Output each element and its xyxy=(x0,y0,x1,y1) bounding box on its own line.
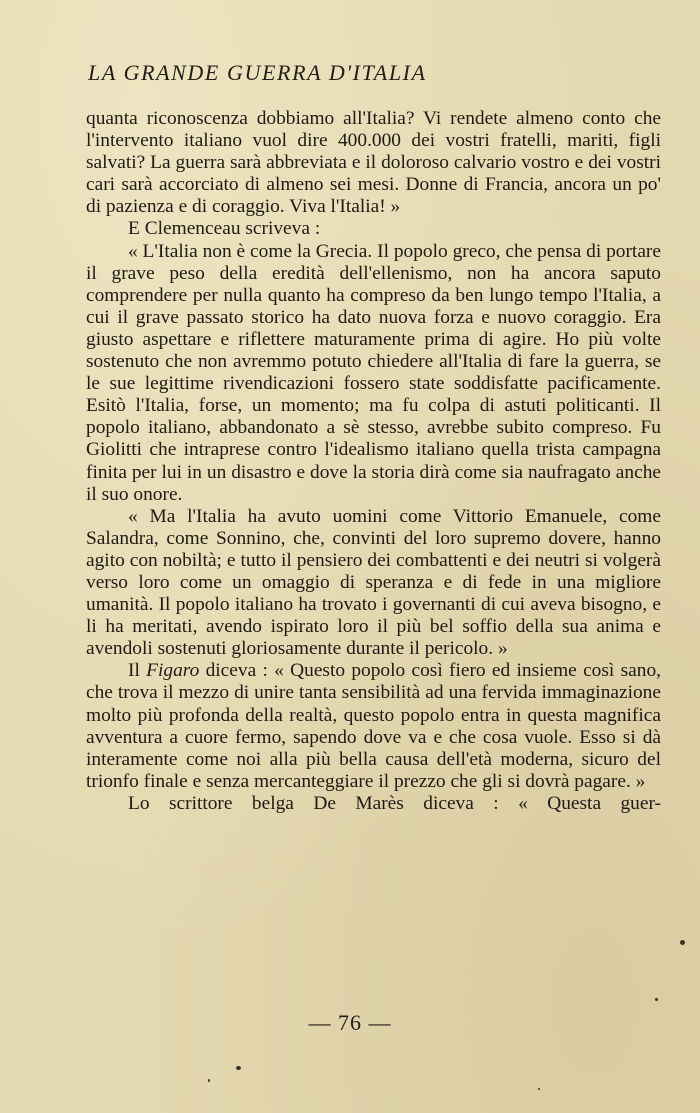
ink-speck xyxy=(208,1079,210,1082)
italic-title: Figaro xyxy=(146,660,200,682)
ink-speck xyxy=(538,1088,540,1090)
paragraph: E Clemenceau scriveva : xyxy=(128,218,321,240)
paragraph: « Ma l'Italia ha avuto uomini come Vittorio Emanuele, come Salandra, come Sonnino, che, convinti del loro supremo dovere, hanno agito con nobiltà; e tutto il pensiero dei combattenti e dei neutri si volgerà verso loro come un omaggio di speranza e di fede in una migliore umanità. Il popolo italiano ha trovato i governanti di cui aveva bisogno, e li ha meritati, avendo ispirato loro il più bel soffio della sua anima e avendoli sostenuti gloriosamente durante il pericolo. » xyxy=(86,505,661,660)
paragraph-lead: Il xyxy=(128,660,147,682)
paragraph: quanta riconoscenza dobbiamo all'Italia? Vi rendete almeno conto che l'intervento italiano vuol dire 400.000 dei vostri fratelli, mariti, figli salvati? La guerra sarà abbreviata e il doloroso calvario vostro e dei vostri cari sarà accorciato di almeno sei mesi. Donne di Francia, ancora un po' di pazienza e di coraggio. Viva l'Italia! » xyxy=(86,108,661,218)
paragraph-figaro xyxy=(86,660,661,793)
paragraph: Lo scrittore belga De Marès diceva : « Questa guer- xyxy=(128,792,661,814)
paragraph-body: diceva : « Questo popolo così fiero ed insieme così sano, che trova il mezzo di unire tanta sensibilità ad una fervida immaginazione molto più profonda della realtà, questo popolo entra in questa magnifica avventura a cuore fermo, sapendo dove va e che cosa vuole. Esso si dà interamente come noi alla più bella causa dell'età moderna, sicuro del trionfo finale e senza mercanteggiare il prezzo che gli si dovrà pagare. » xyxy=(86,660,661,792)
page-number: — 76 — xyxy=(308,1010,392,1035)
ink-speck xyxy=(655,998,658,1001)
ink-speck xyxy=(680,940,685,945)
paragraph: « L'Italia non è come la Grecia. Il popolo greco, che pensa di portare il grave peso della eredità dell'ellenismo, non ha ancora saputo comprendere per nulla quanto ha compreso da ben lungo tempo l'Italia, a cui il grave passato storico ha dato nuova forza e nuovo coraggio. Era giusto aspettare e riflettere maturamente prima di agire. Ho più volte sostenuto che non avremmo potuto chiedere all'Italia di fare la guerra, se le sue legittime rivendicazioni fossero state soddisfatte pacificamente. Esitò l'Italia, forse, un momento; ma fu colpa di astuti politicanti. Il popolo italiano, abbandonato a sè stesso, avrebbe subito compreso. Fu Giolitti che intraprese contro l'idealismo italiano quella trista campagna finita per lui in un disastro e dove la storia dirà come sia naufragato anche il suo onore. xyxy=(86,240,661,505)
running-head: LA GRANDE GUERRA D'ITALIA xyxy=(88,60,427,85)
ink-speck xyxy=(236,1066,241,1070)
body-text xyxy=(86,108,661,815)
